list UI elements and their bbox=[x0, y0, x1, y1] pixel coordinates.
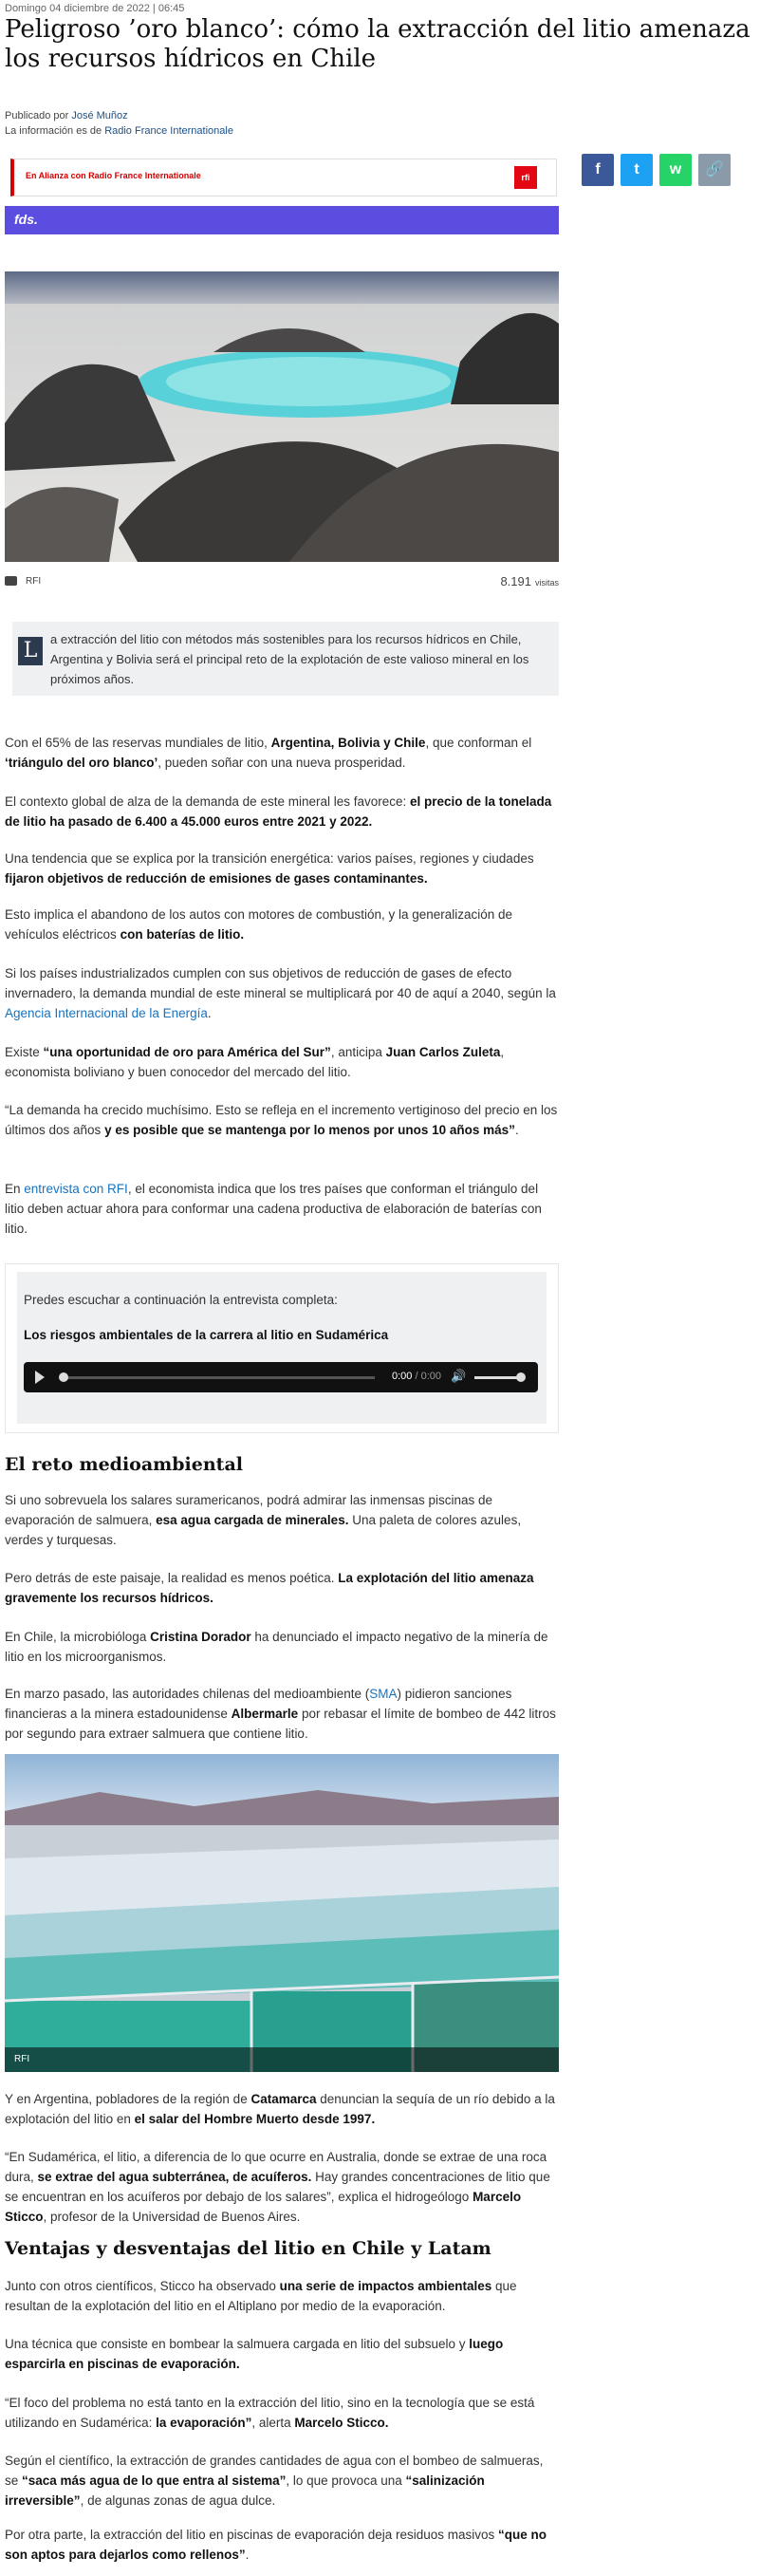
twitter-icon: t bbox=[634, 161, 640, 177]
byline bbox=[5, 108, 233, 139]
section-heading: Ventajas y desventajas del litio en Chile y Latam bbox=[5, 2238, 491, 2259]
views-label: visitas bbox=[534, 578, 559, 588]
alliance-label: En Alianza con Radio France Internationale bbox=[26, 171, 201, 180]
paragraph: “En Sudamérica, el litio, a diferencia de lo que ocurre en Australia, donde se extrae de una roca dura, se extrae del agua subterránea, de acuíferos. Hay grandes concentraciones de litio que se encuentran en los acuíferos por debajo de los salares”, explica el hidrogeólogo Marcelo Sticco, profesor de la Universidad de Buenos Aires. bbox=[5, 2150, 550, 2224]
rfi-logo: rfi bbox=[514, 166, 537, 189]
fds-brand-bar bbox=[5, 206, 559, 234]
audio-time: 0:00 / 0:00 bbox=[392, 1371, 442, 1382]
byline-prefix: Publicado por bbox=[5, 110, 69, 121]
paragraph: Esto implica el abandono de los autos con motores de combustión, y la generalización de vehículos eléctricos con baterías de litio. bbox=[5, 907, 513, 942]
image-credit: RFI bbox=[14, 2054, 30, 2064]
volume-icon[interactable]: 🔊 bbox=[451, 1369, 467, 1383]
link-icon: 🔗 bbox=[705, 161, 724, 177]
volume-slider[interactable] bbox=[474, 1376, 520, 1379]
paragraph: En marzo pasado, las autoridades chilenas del medioambiente (SMA) pidieron sanciones financieras a la minera estadounidense Albermarle por rebasar el límite de bombeo de 442 litros por segundo para extraer salmuera que contiene litio. bbox=[5, 1687, 556, 1741]
view-count bbox=[500, 574, 559, 588]
whatsapp-share-button[interactable] bbox=[659, 154, 692, 186]
fds-logo: fds. bbox=[14, 212, 38, 227]
seek-handle[interactable] bbox=[59, 1372, 68, 1382]
publish-date: Domingo 04 diciembre de 2022 | 06:45 bbox=[5, 3, 185, 14]
rfi-interview-link[interactable]: entrevista con RFI bbox=[24, 1182, 128, 1196]
views-number: 8.191 bbox=[500, 574, 531, 588]
paragraph: Una técnica que consiste en bombear la salmuera cargada en litio del subsuelo y luego esparcirla en piscinas de evaporación. bbox=[5, 2337, 504, 2371]
camera-icon bbox=[5, 576, 17, 586]
audio-title: Los riesgos ambientales de la carrera al litio en Sudamérica bbox=[24, 1328, 389, 1342]
lead-text: a extracción del litio con métodos más sostenibles para los recursos hídricos en Chile, Argentina y Bolivia será el principal reto de la explotación de este valioso mineral en los próximos años. bbox=[50, 632, 529, 686]
whatsapp-icon: w bbox=[669, 161, 682, 177]
paragraph: Si los países industrializados cumplen con sus objetivos de reducción de gases de efecto invernadero, la demanda mundial de este mineral se multiplicará por 40 de aquí a 2040, según la Agencia Internacional de la Energía. bbox=[5, 966, 556, 1020]
source-link[interactable]: Radio France Internationale bbox=[104, 125, 233, 137]
paragraph: “La demanda ha crecido muchísimo. Esto se refleja en el incremento vertiginoso del precio en los últimos dos años y es posible que se mantenga por lo menos por unos 10 años más”. bbox=[5, 1103, 558, 1137]
seek-bar[interactable] bbox=[62, 1376, 375, 1379]
play-icon[interactable] bbox=[35, 1371, 45, 1384]
facebook-share-button[interactable] bbox=[582, 154, 614, 186]
paragraph: Según el científico, la extracción de grandes cantidades de agua con el bombeo de salmueras, se “saca más agua de lo que entra al sistema”, lo que provoca una “salinización irreversible”, de algunas zonas de agua dulce. bbox=[5, 2454, 544, 2508]
lithium-piles-image bbox=[5, 271, 559, 562]
iea-link[interactable]: Agencia Internacional de la Energía bbox=[5, 1006, 208, 1020]
paragraph: Existe “una oportunidad de oro para América del Sur”, anticipa Juan Carlos Zuleta, economista boliviano y buen conocedor del mercado del litio. bbox=[5, 1045, 505, 1079]
image-caption-bar bbox=[5, 2047, 559, 2072]
alliance-banner[interactable] bbox=[10, 159, 557, 196]
paragraph: Una tendencia que se explica por la transición energética: varios países, regiones y ciudades fijaron objetivos de reducción de emisiones de gases contaminantes. bbox=[5, 851, 534, 886]
facebook-icon: f bbox=[595, 161, 601, 177]
image-meta bbox=[5, 574, 559, 591]
section-heading: El reto medioambiental bbox=[5, 1454, 243, 1475]
paragraph: Con el 65% de las reservas mundiales de litio, Argentina, Bolivia y Chile, que conforman el ‘triángulo del oro blanco’, pueden soñar con una nueva prosperidad. bbox=[5, 736, 532, 770]
volume-handle[interactable] bbox=[516, 1372, 526, 1382]
paragraph: Pero detrás de este paisaje, la realidad es menos poética. La explotación del litio amenaza gravemente los recursos hídricos. bbox=[5, 1571, 534, 1605]
sma-link[interactable]: SMA bbox=[369, 1687, 398, 1701]
copy-link-button[interactable] bbox=[698, 154, 731, 186]
paragraph: Y en Argentina, pobladores de la región de Catamarca denuncian la sequía de un río debido a la explotación del litio en el salar del Hombre Muerto desde 1997. bbox=[5, 2092, 555, 2126]
evaporation-pools-image bbox=[5, 1754, 559, 2072]
author-link[interactable]: José Muñoz bbox=[71, 110, 128, 121]
paragraph: Por otra parte, la extracción del litio en piscinas de evaporación deja residuos masivos “que no son aptos para dejarlos como rellenos”. bbox=[5, 2528, 547, 2562]
audio-player bbox=[24, 1362, 538, 1392]
paragraph: Junto con otros científicos, Sticco ha observado una serie de impactos ambientales que resultan de la explotación del litio en el Altiplano por medio de la evaporación. bbox=[5, 2279, 517, 2313]
lead-box bbox=[12, 622, 559, 696]
paragraph: Si uno sobrevuela los salares suramericanos, podrá admirar las inmensas piscinas de evaporación de salmuera, esa agua cargada de minerales. Una paleta de colores azules, verdes y turquesas. bbox=[5, 1493, 522, 1547]
paragraph: El contexto global de alza de la demanda de este mineral les favorece: el precio de la tonelada de litio ha pasado de 6.400 a 45.000 euros entre 2021 y 2022. bbox=[5, 794, 552, 829]
twitter-share-button[interactable] bbox=[621, 154, 653, 186]
audio-box bbox=[5, 1263, 559, 1433]
image-credit: RFI bbox=[26, 576, 42, 587]
paragraph: En Chile, la microbióloga Cristina Dorador ha denunciado el impacto negativo de la minería de litio en los microorganismos. bbox=[5, 1630, 548, 1664]
paragraph: “El foco del problema no está tanto en la extracción del litio, sino en la tecnología que se está utilizando en Sudamérica: la evaporación”, alerta Marcelo Sticco. bbox=[5, 2396, 535, 2430]
paragraph: En entrevista con RFI, el economista indica que los tres países que conforman el triángulo del litio deben actuar ahora para conformar una cadena productiva de elaboración de baterías con litio. bbox=[5, 1182, 542, 1236]
source-prefix: La información es de bbox=[5, 125, 102, 137]
article-title: Peligroso ’oro blanco’: cómo la extracción del litio amenaza los recursos hídricos en Chile bbox=[5, 15, 751, 73]
audio-intro: Predes escuchar a continuación la entrevista completa: bbox=[24, 1293, 338, 1307]
dropcap: L bbox=[18, 637, 43, 665]
